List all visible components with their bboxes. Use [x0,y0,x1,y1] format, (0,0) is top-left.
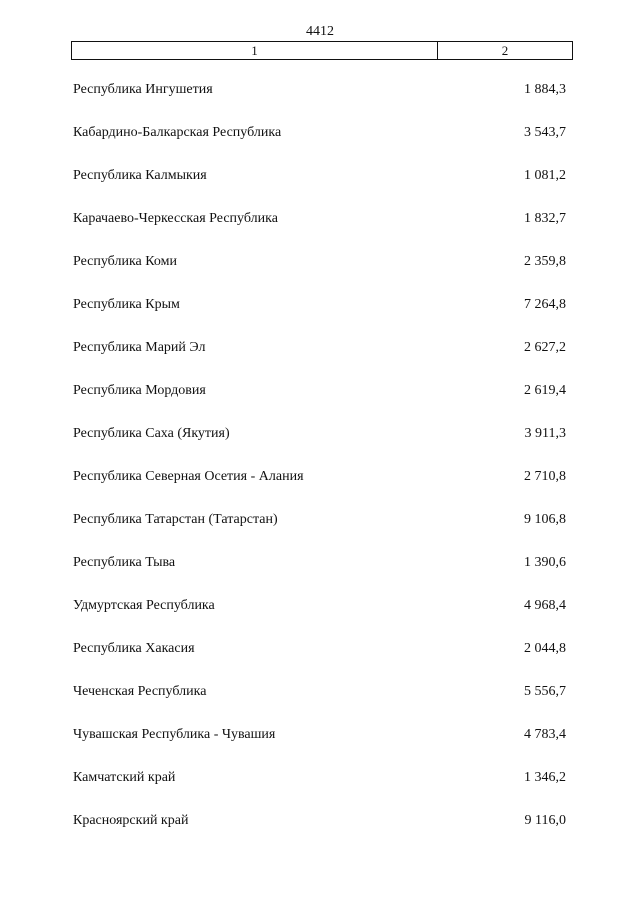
table-row [0,68,640,111]
region-value: 2 710,8 [524,468,566,484]
table-row [0,154,640,197]
region-name: Красноярский край [73,812,189,828]
table-body [0,68,640,842]
table-row [0,455,640,498]
table-row [0,283,640,326]
region-value: 2 619,4 [524,382,566,398]
region-value: 2 359,8 [524,253,566,269]
region-value: 1 884,3 [524,81,566,97]
region-name: Республика Северная Осетия - Алания [73,468,304,484]
table-row [0,240,640,283]
region-name: Карачаево-Черкесская Республика [73,210,278,226]
table-row [0,498,640,541]
region-value: 1 390,6 [524,554,566,570]
region-value: 2 044,8 [524,640,566,656]
table-row [0,584,640,627]
region-value: 3 911,3 [524,425,566,441]
table-row [0,627,640,670]
table-row [0,541,640,584]
region-value: 1 081,2 [524,167,566,183]
table-header [71,41,573,60]
table-row [0,197,640,240]
table-row [0,369,640,412]
region-value: 5 556,7 [524,683,566,699]
region-name: Республика Татарстан (Татарстан) [73,511,278,527]
region-name: Чеченская Республика [73,683,207,699]
region-value: 4 783,4 [524,726,566,742]
region-name: Республика Хакасия [73,640,195,656]
region-value: 1 346,2 [524,769,566,785]
region-name: Республика Марий Эл [73,339,206,355]
table-row [0,412,640,455]
header-column-1: 1 [72,42,438,59]
region-value: 7 264,8 [524,296,566,312]
region-value: 9 116,0 [524,812,566,828]
region-name: Республика Ингушетия [73,81,213,97]
region-value: 2 627,2 [524,339,566,355]
table-row [0,326,640,369]
table-row [0,756,640,799]
region-value: 9 106,8 [524,511,566,527]
table-row [0,111,640,154]
region-name: Удмуртская Республика [73,597,215,613]
region-name: Республика Саха (Якутия) [73,425,230,441]
region-name: Республика Коми [73,253,177,269]
region-value: 3 543,7 [524,124,566,140]
page-number: 4412 [306,24,334,39]
region-name: Республика Мордовия [73,382,206,398]
region-name: Кабардино-Балкарская Республика [73,124,282,140]
table-row [0,799,640,842]
region-value: 1 832,7 [524,210,566,226]
region-name: Республика Калмыкия [73,167,207,183]
region-name: Камчатский край [73,769,176,785]
table-row [0,670,640,713]
header-column-2: 2 [501,43,509,58]
region-value: 4 968,4 [524,597,566,613]
table-row [0,713,640,756]
region-name: Республика Крым [73,296,180,312]
region-name: Республика Тыва [73,554,176,570]
region-name: Чувашская Республика - Чувашия [73,726,276,742]
